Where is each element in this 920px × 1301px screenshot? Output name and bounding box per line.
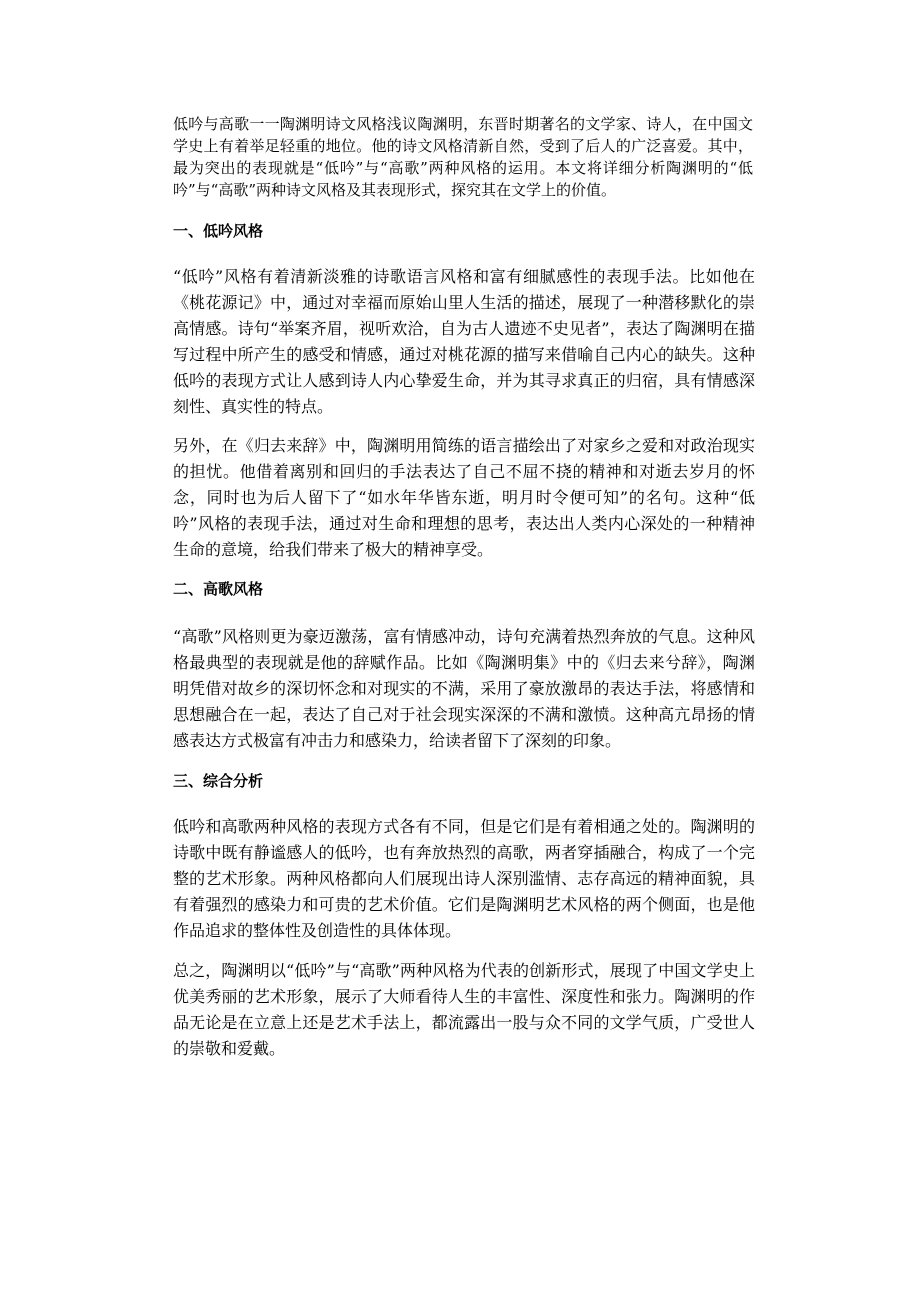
section-heading-2: 二、高歌风格 xyxy=(173,580,264,598)
section-1-paragraph-2: 另外，在《归去来辞》中，陶渊明用简练的语言描绘出了对家乡之爱和对政治现实的担忧。他借着离别和回归的手法表达了自己不屈不挠的精神和对逝去岁月的怀念，同时也为后人留下了“如水年华皆东逝，明月时令便可知”的名句。这种“低吟”风格的表现手法，通过对生命和理想的思考，表达出人类内心深处的一种精神生命的意境，给我们带来了极大的精神享受。 xyxy=(173,436,755,559)
section-1-paragraph-1: “低吟”风格有着清新淡雅的诗歌语言风格和富有细腻感性的表现手法。比如他在《桃花源记》中，通过对幸福而原始山里人生活的描述，展现了一种潜移默化的崇高情感。诗句“举案齐眉，视听欢洽，自为古人遗迹不史见者”，表达了陶渊明在描写过程中所产生的感受和情感，通过对桃花源的描写来借喻自己内心的缺失。这种低吟的表现方式让人感到诗人内心挚爱生命，并为其寻求真正的归宿，具有情感深刻性、真实性的特点。 xyxy=(173,267,755,416)
section-heading-3: 三、综合分析 xyxy=(173,772,264,790)
section-2-paragraph-1: “高歌”风格则更为豪迈激荡，富有情感冲动，诗句充满着热烈奔放的气息。这种风格最典型的表现就是他的辞赋作品。比如《陶渊明集》中的《归去来兮辞》，陶渊明凭借对故乡的深切怀念和对现实的不满，采用了豪放激昂的表达手法，将感情和思想融合在一起，表达了自己对于社会现实深深的不满和激愤。这种高亢昂扬的情感表达方式极富有冲击力和感染力，给读者留下了深刻的印象。 xyxy=(173,627,755,750)
section-3-paragraph-1: 低吟和高歌两种风格的表现方式各有不同，但是它们是有着相通之处的。陶渊明的诗歌中既有静谧感人的低吟，也有奔放热烈的高歌，两者穿插融合，构成了一个完整的艺术形象。两种风格都向人们展现出诗人深别滥情、志存高远的精神面貌，具有着强烈的感染力和可贵的艺术价值。它们是陶渊明艺术风格的两个侧面，也是他作品追求的整体性及创造性的具体体现。 xyxy=(173,817,755,940)
section-heading-1: 一、低吟风格 xyxy=(173,222,264,240)
intro-paragraph: 低吟与高歌一一陶渊明诗文风格浅议陶渊明，东晋时期著名的文学家、诗人，在中国文学史上有着举足轻重的地位。他的诗文风格清新自然，受到了后人的广泛喜爱。其中，最为突出的表现就是“低吟”与“高歌”两种风格的运用。本文将详细分析陶渊明的“低吟”与“高歌”两种诗文风格及其表现形式，探究其在文学上的价值。 xyxy=(173,115,753,199)
section-3-paragraph-2: 总之，陶渊明以“低吟”与“高歌”两种风格为代表的创新形式，展现了中国文学史上优美秀丽的艺术形象，展示了大师看待人生的丰富性、深度性和张力。陶渊明的作品无论是在立意上还是艺术手法上，都流露出一股与众不同的文学气质，广受世人的崇敬和爱戴。 xyxy=(173,961,755,1058)
